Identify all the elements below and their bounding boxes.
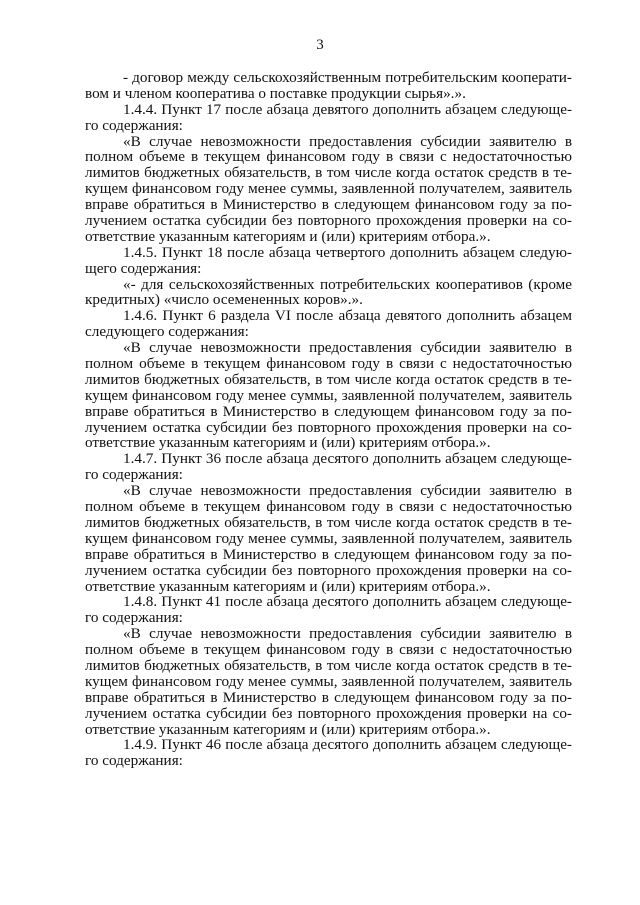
text-line: «В случае невозможности предоставления субсидии заявителю в: [123, 482, 572, 500]
text-line: вправе обратиться в Министерство в следующем финансовом году за по-: [85, 196, 572, 214]
text-line: 1.4.9. Пункт 46 после абзаца десятого дополнить абзацем следующе-: [123, 736, 572, 754]
page-number: 3: [316, 37, 324, 53]
text-line: лимитов бюджетных обязательств, в том числе когда остаток средств в те-: [85, 513, 572, 531]
text-line: ответствие указанным категориям и (или) критериям отбора.».: [85, 577, 491, 595]
text-line: «- для сельскохозяйственных потребительских кооперативов (кроме: [123, 275, 572, 293]
text-line: 1.4.4. Пункт 17 после абзаца девятого дополнить абзацем следующе-: [123, 100, 572, 118]
text-line: ответствие указанным категориям и (или) критериям отбора.».: [85, 434, 491, 452]
text-line: 1.4.7. Пункт 36 после абзаца десятого дополнить абзацем следующе-: [123, 450, 572, 468]
text-line: го содержания:: [85, 609, 183, 627]
text-line: «В случае невозможности предоставления субсидии заявителю в: [123, 339, 572, 357]
text-line: «В случае невозможности предоставления субсидии заявителю в: [123, 132, 572, 150]
text-line: го содержания:: [85, 466, 183, 484]
text-line: го содержания:: [85, 116, 183, 134]
text-line: ответствие указанным категориям и (или) критериям отбора.».: [85, 720, 491, 738]
text-line: полном объеме в текущем финансовом году в связи с недостаточностью: [85, 498, 572, 516]
text-line: кущем финансовом году менее суммы, заявленной получателем, заявитель: [85, 529, 572, 547]
text-line: полном объеме в текущем финансовом году в связи с недостаточностью: [85, 355, 572, 373]
text-line: полном объеме в текущем финансовом году в связи с недостаточностью: [85, 148, 572, 166]
text-line: кущем финансовом году менее суммы, заявленной получателем, заявитель: [85, 386, 572, 404]
text-line: щего содержания:: [85, 259, 202, 277]
text-line: лимитов бюджетных обязательств, в том числе когда остаток средств в те-: [85, 656, 572, 674]
text-line: лучением остатка субсидии без повторного прохождения проверки на со-: [85, 704, 572, 722]
text-line: вправе обратиться в Министерство в следующем финансовом году за по-: [85, 688, 572, 706]
text-line: - договор между сельскохозяйственным потребительским кооперати-: [123, 69, 572, 86]
text-line: лучением остатка субсидии без повторного прохождения проверки на со-: [85, 561, 572, 579]
text-line: го содержания:: [85, 752, 183, 770]
text-line: вправе обратиться в Министерство в следующем финансовом году за по-: [85, 545, 572, 563]
text-line: 1.4.8. Пункт 41 после абзаца десятого дополнить абзацем следующе-: [123, 593, 572, 611]
text-line: «В случае невозможности предоставления субсидии заявителю в: [123, 625, 572, 643]
text-line: лучением остатка субсидии без повторного прохождения проверки на со-: [85, 418, 572, 436]
text-line: следующего содержания:: [85, 323, 249, 341]
text-line: кредитных) «число осемененных коров».».: [85, 291, 363, 309]
text-line: ответствие указанным категориям и (или) критериям отбора.».: [85, 227, 491, 245]
text-line: кущем финансовом году менее суммы, заявленной получателем, заявитель: [85, 180, 572, 198]
text-line: полном объеме в текущем финансовом году в связи с недостаточностью: [85, 641, 572, 659]
text-line: вправе обратиться в Министерство в следующем финансовом году за по-: [85, 402, 572, 420]
text-line: вом и членом кооператива о поставке продукции сырья».».: [85, 84, 466, 102]
text-line: лимитов бюджетных обязательств, в том числе когда остаток средств в те-: [85, 370, 572, 388]
text-line: 1.4.6. Пункт 6 раздела VI после абзаца девятого дополнить абзацем: [123, 307, 572, 325]
text-line: кущем финансовом году менее суммы, заявленной получателем, заявитель: [85, 672, 572, 690]
text-line: 1.4.5. Пункт 18 после абзаца четвертого дополнить абзацем следую-: [123, 243, 572, 261]
text-line: лимитов бюджетных обязательств, в том числе когда остаток средств в те-: [85, 164, 572, 182]
text-line: лучением остатка субсидии без повторного прохождения проверки на со-: [85, 212, 572, 230]
document-body: [85, 70, 572, 769]
